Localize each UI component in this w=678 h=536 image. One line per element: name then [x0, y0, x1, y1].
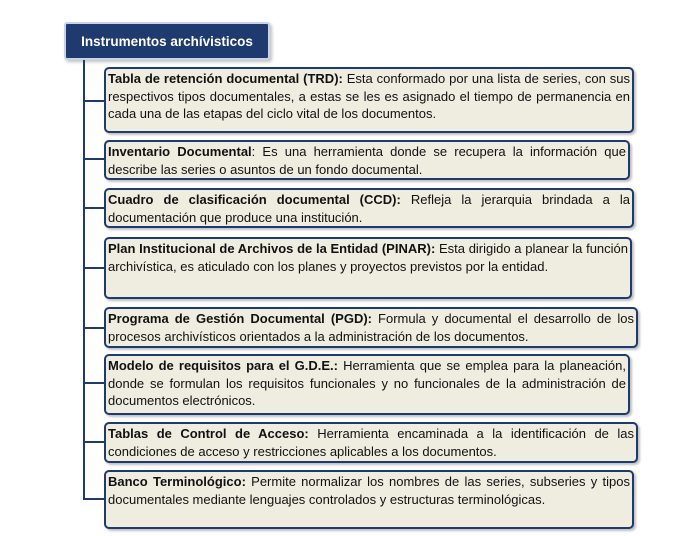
node-text: Herramienta que se emplea para la planeación, donde se formulan los requisitos funcionales y no funcionales de la administración de documentos electrónicos.	[108, 358, 626, 408]
root-node	[64, 22, 270, 60]
node-term: Modelo de requisitos para el G.D.E.:	[108, 358, 338, 373]
node-text: Refleja la jerarquia brindada a la documentación que produce una institución.	[108, 192, 630, 225]
node-term: Banco Terminológico:	[108, 474, 246, 489]
node-text: Esta conformado por una lista de series, con sus respectivos tipos documentales, a estas se les es asignado el tiempo de permanencia en cada una de las etapas del ciclo vital de los documentos.	[108, 71, 630, 121]
node-pgd	[104, 307, 638, 348]
node-term: Tablas de Control de Acceso:	[108, 426, 309, 441]
node-pinar	[104, 237, 632, 299]
node-inventario	[104, 140, 630, 180]
node-term: Tabla de retención documental (TRD):	[108, 71, 343, 86]
node-term: Programa de Gestión Documental (PGD):	[108, 311, 373, 326]
node-term: Plan Institucional de Archivos de la Entidad (PINAR):	[108, 241, 436, 256]
root-title: Instrumentos archívisticos	[81, 33, 253, 49]
node-text: Herramienta encaminada a la identificación de las condiciones de acceso y restricciones aplicables a los documentos.	[108, 426, 634, 459]
node-text: Formula y documental el desarrollo de los procesos archivísticos orientados a la administración de los documentos.	[108, 311, 635, 344]
node-control-acceso	[104, 422, 638, 463]
node-trd	[104, 67, 634, 133]
node-banco-terminologico	[104, 470, 634, 529]
node-gde	[104, 354, 630, 415]
node-term: Cuadro de clasificación documental (CCD):	[108, 192, 401, 207]
node-term: Inventario Documental	[108, 144, 252, 159]
node-ccd	[104, 188, 634, 228]
node-text: Permite normalizar los nombres de las series, subseries y tipos documentales mediante lenguajes controlados y estructuras terminológicas.	[108, 474, 630, 507]
node-text: : Es una herramienta donde se recupera la información que describe las series o asuntos de un fondo documental.	[108, 144, 626, 177]
connector-trunk	[83, 60, 85, 499]
node-text: Esta dirigido a planear la función archivística, es aticulado con los planes y proyectos previstos por la entidad.	[108, 241, 629, 274]
